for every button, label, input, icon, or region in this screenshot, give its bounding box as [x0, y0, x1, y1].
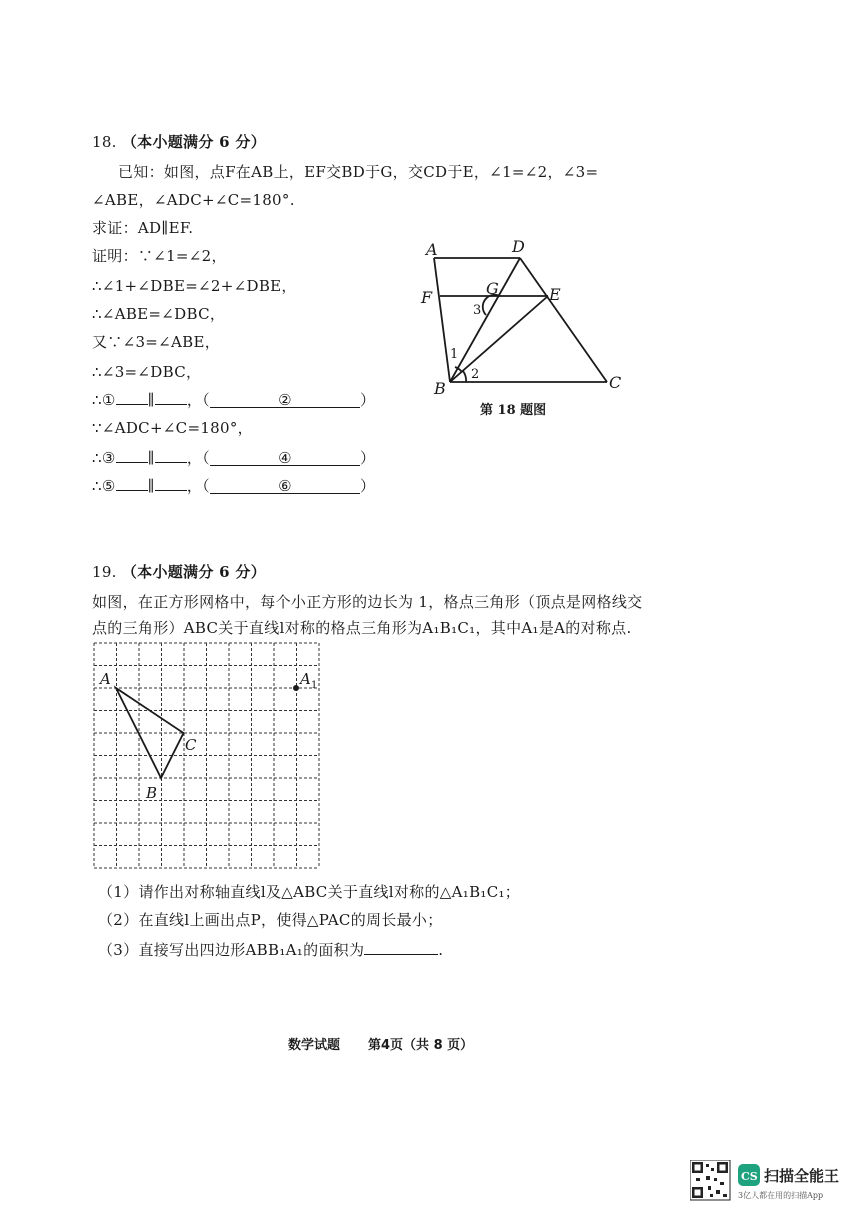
qr-code-icon — [690, 1160, 730, 1200]
q18-given-line2: ∠ABE，∠ADC+∠C=180°. — [92, 191, 295, 209]
q18-score: （本小题满分 6 分） — [121, 133, 267, 151]
page-footer — [288, 1034, 501, 1053]
fill2-parallel: ∥ — [147, 449, 155, 467]
label-angle-2: 2 — [471, 367, 480, 382]
fill1-blank-left[interactable] — [116, 390, 148, 405]
label-angle-1: 1 — [450, 347, 459, 362]
fill1-prefix: ∴① — [92, 391, 116, 409]
fill2-reason-marker: ④ — [278, 449, 292, 467]
cs-app-icon — [738, 1164, 760, 1186]
q19-intro-1: 如图，在正方形网格中，每个小正方形的边长为 1，格点三角形（顶点是网格线交 — [92, 593, 643, 611]
fill2-blank-left[interactable] — [116, 448, 148, 463]
fill3-reason-blank[interactable] — [210, 479, 360, 494]
fill2-prefix: ∴③ — [92, 449, 116, 467]
q18-fill-line-3: ∴⑤ ∥ ，（ ⑥ ） — [92, 477, 376, 495]
q19-part-3-end: . — [438, 941, 444, 959]
segment-BD — [450, 258, 520, 382]
q19-part-1: （1）请作出对称轴直线l及△ABC关于直线l对称的△A₁B₁C₁； — [98, 883, 521, 901]
segment-DC — [520, 258, 607, 382]
watermark-brand: 扫描全能王 — [764, 1167, 840, 1185]
q18-fill-line-1: ∴① ∥ ，（ ② ） — [92, 391, 376, 409]
q18-step-mid: ∵∠ADC+∠C=180°， — [92, 419, 253, 437]
fill1-parallel: ∥ — [147, 391, 155, 409]
label-A: A — [100, 670, 111, 688]
label-angle-3: 3 — [473, 303, 482, 318]
q19-part-2: （2）在直线l上画出点P，使得△PAC的周长最小； — [98, 911, 443, 929]
fill3-blank-left[interactable] — [116, 476, 148, 491]
q18-step-3: ∴∠ABE=∠DBC， — [92, 305, 226, 323]
footer-subject: 数学试题 — [288, 1038, 341, 1053]
label-B: B — [146, 784, 158, 802]
q19-header — [92, 562, 266, 582]
footer-page: 第4页（共 8 页） — [368, 1038, 474, 1053]
point-A1 — [293, 685, 299, 691]
q18-header — [92, 132, 266, 152]
q18-caption: 第 18 题图 — [480, 403, 547, 418]
label-G: G — [486, 279, 499, 298]
q18-step-1: 证明：∵∠1=∠2， — [92, 247, 227, 265]
fill1-blank-right[interactable] — [155, 390, 187, 405]
q19-part-3 — [98, 940, 443, 960]
q18-step-5: ∴∠3=∠DBC， — [92, 363, 202, 381]
q18-figure — [410, 230, 630, 430]
fill1-reason-marker: ② — [278, 391, 292, 409]
q19-score: （本小题满分 6 分） — [121, 563, 267, 581]
fill3-parallel: ∥ — [147, 477, 155, 495]
label-D: D — [512, 237, 525, 256]
segment-AB — [434, 258, 450, 382]
q18-number: 18. — [92, 133, 117, 151]
fill3-prefix: ∴⑤ — [92, 477, 116, 495]
label-A: A — [426, 240, 438, 259]
label-A1: A — [300, 670, 311, 688]
q18-step-2: ∴∠1+∠DBE=∠2+∠DBE， — [92, 277, 297, 295]
fill3-blank-right[interactable] — [155, 476, 187, 491]
q19-grid-figure — [90, 636, 330, 880]
angle-2-arc — [463, 371, 466, 382]
q18-prove: 求证：AD∥EF. — [92, 219, 194, 237]
label-C: C — [185, 736, 197, 754]
q18-fill-line-2: ∴③ ∥ ，（ ④ ） — [92, 449, 376, 467]
q18-given-line1: 已知：如图，点F在AB上，EF交BD于G，交CD于E，∠1=∠2，∠3= — [118, 163, 599, 181]
label-C: C — [609, 373, 622, 392]
label-E: E — [549, 285, 561, 304]
label-A1-subscript: 1 — [311, 680, 318, 691]
fill2-reason-blank[interactable] — [210, 451, 360, 466]
watermark-slogan: 3亿人都在用的扫描App — [738, 1191, 824, 1200]
watermark-graphic — [690, 1160, 850, 1204]
q19-part-3-text: （3）直接写出四边形ABB₁A₁的面积为 — [98, 941, 365, 959]
fill1-reason-blank[interactable] — [210, 393, 360, 408]
q18-step-4: 又∵∠3=∠ABE， — [92, 333, 221, 351]
area-answer-blank[interactable] — [364, 940, 438, 955]
fill3-reason-marker: ⑥ — [278, 477, 292, 495]
q19-intro-2: 点的三角形）ABC关于直线l对称的格点三角形为A₁B₁C₁，其中A₁是A的对称点. — [92, 619, 632, 637]
segment-BE — [450, 296, 548, 382]
q19-number: 19. — [92, 563, 117, 581]
scanner-watermark — [690, 1160, 850, 1208]
label-F: F — [421, 288, 433, 307]
cs-icon-text: CS — [741, 1170, 758, 1183]
label-B: B — [434, 379, 446, 398]
fill2-blank-right[interactable] — [155, 448, 187, 463]
dashed-grid — [94, 643, 319, 868]
